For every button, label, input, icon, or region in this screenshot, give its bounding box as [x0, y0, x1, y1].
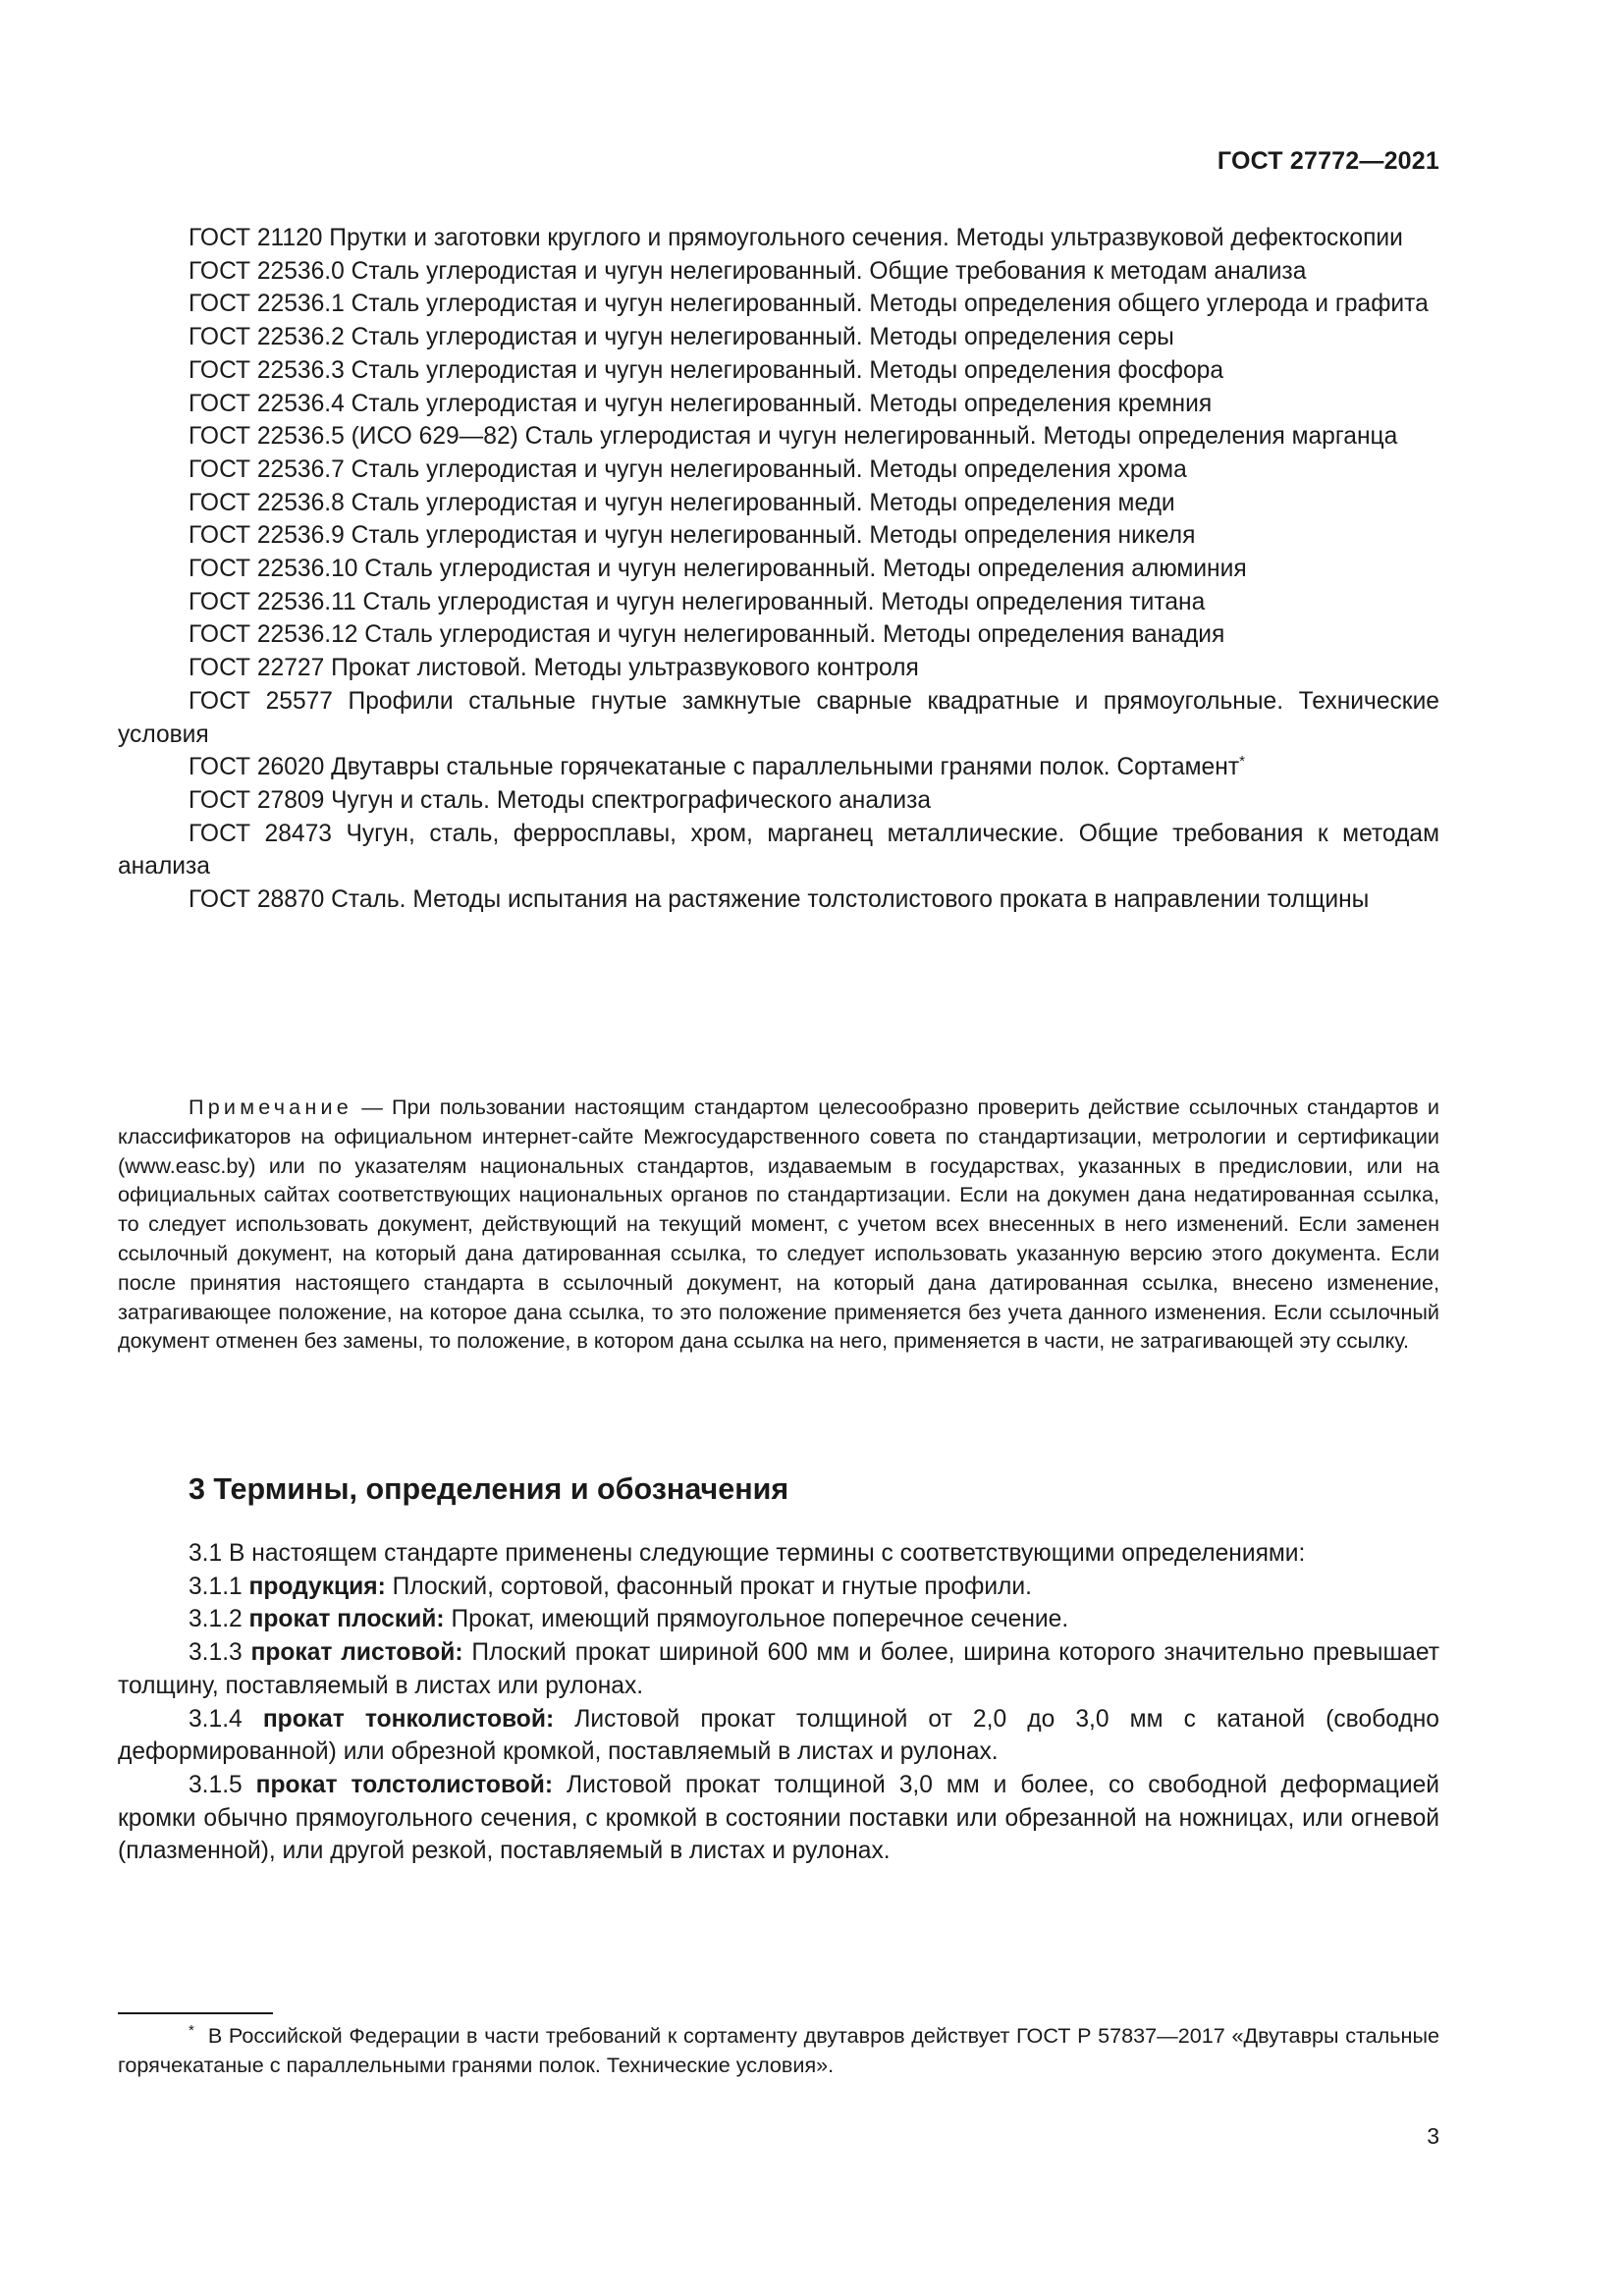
footnote — [118, 2021, 1439, 2080]
reference-item: ГОСТ 22536.11 Сталь углеродистая и чугун нелегированный. Методы определения титана — [189, 588, 1206, 615]
reference-item: ГОСТ 22536.8 Сталь углеродистая и чугун нелегированный. Методы определения меди — [189, 489, 1175, 516]
footnote-divider — [118, 2012, 273, 2014]
terms-intro: 3.1 В настоящем стандарте применены следующие термины с соответствующими определениями: — [189, 1540, 1306, 1567]
reference-item: ГОСТ 22536.10 Сталь углеродистая и чугун нелегированный. Методы определения алюминия — [189, 556, 1247, 583]
reference-item: ГОСТ 25577 Профили стальные гнутые замкнутые сварные квадратные и прямоугольные. Технические условия — [118, 687, 1439, 748]
term-number: 3.1.2 — [189, 1606, 243, 1633]
reference-item: ГОСТ 22536.5 (ИСО 629—82) Сталь углеродистая и чугун нелегированный. Методы определения марганца — [189, 423, 1398, 451]
term-item — [118, 1703, 1439, 1769]
term-item — [118, 1769, 1439, 1868]
term-definition: Прокат, имеющий прямоугольное поперечное сечение. — [451, 1606, 1069, 1633]
term-item — [118, 1571, 1439, 1604]
reference-item: ГОСТ 22536.2 Сталь углеродистая и чугун нелегированный. Методы определения серы — [189, 324, 1174, 351]
reference-item: ГОСТ 28473 Чугун, сталь, ферросплавы, хром, марганец металлические. Общие требования к методам анализа — [118, 820, 1439, 881]
note-label: Примечание — [189, 1095, 352, 1119]
reference-text: ГОСТ 26020 Двутавры стальные горячекатаные с параллельными гранями полок. Сортамент — [189, 754, 1240, 781]
term-definition: Листовой прокат толщиной от 2,0 до 3,0 мм с катаной (свободно деформированной) или обрезной кромкой, поставляемый в листах и рулонах. — [118, 1705, 1439, 1766]
reference-item: ГОСТ 27809 Чугун и сталь. Методы спектрографического анализа — [189, 786, 932, 814]
footnote-marker: * — [1239, 753, 1245, 771]
terms-list — [118, 1537, 1439, 1868]
page-number: 3 — [1427, 2123, 1439, 2149]
reference-item: ГОСТ 22536.12 Сталь углеродистая и чугун нелегированный. Методы определения ванадия — [189, 621, 1225, 649]
reference-item: ГОСТ 22536.4 Сталь углеродистая и чугун нелегированный. Методы определения кремния — [189, 390, 1213, 417]
section-title: 3 Термины, определения и обозначения — [189, 1472, 789, 1506]
term-definition: Плоский прокат шириной 600 мм и более, ширина которого значительно превышает толщину, поставляемый в листах или рулонах. — [118, 1639, 1439, 1699]
reference-item: ГОСТ 22536.0 Сталь углеродистая и чугун нелегированный. Общие требования к методам анализа — [189, 257, 1307, 285]
footnote-text: В Российской Федерации в части требований к сортаменту двутавров действует ГОСТ Р 57837—2017 «Двутавры стальные горячекатаные с параллельными гранями полок. Технические условия». — [118, 2023, 1439, 2077]
term-number: 3.1.1 — [189, 1573, 243, 1600]
term-name: продукция: — [248, 1573, 386, 1600]
term-name: прокат плоский: — [248, 1606, 445, 1633]
term-number: 3.1.4 — [189, 1705, 243, 1733]
note-text: — При пользовании настоящим стандартом целесообразно проверить действие ссылочных стандартов и классификаторов на официальном интернет-сайте Межгосударственного совета по стандартизации, метрологии и сертификации (www.easc.by) или по указателям национальных стандартов, издаваемым в государствах, указанных в предисловии, или на официальных сайтах соответствующих национальных органов по стандартизации. Если на докумен дана недатированная ссылка, то следует использовать документ, действующий на текущий момент, с учетом всех внесенных в него изменений. Если заменен ссылочный документ, на который дана датированная ссылка, то следует использовать указанную версию этого документа. Если после принятия настоящего стандарта в ссылочный документ, на который дана датированная ссылка, внесено изменение, затрагивающее положение, на которое дана ссылка, то это положение применяется без учета данного изменения. Если ссылочный документ отменен без замены, то положение, в котором дана ссылка на него, применяется в части, не затрагивающей эту ссылку. — [118, 1095, 1439, 1354]
references-note — [118, 1093, 1439, 1356]
term-definition: Листовой прокат толщиной 3,0 мм и более, со свободной деформацией кромки обычно прямоугольного сечения, с кромкой в состоянии поставки или обрезанной на ножницах, или огневой (плазменной), или другой резкой, поставляемый в листах и рулонах. — [118, 1771, 1439, 1865]
reference-item: ГОСТ 22536.9 Сталь углеродистая и чугун нелегированный. Методы определения никеля — [189, 522, 1196, 550]
reference-item-with-footnote — [118, 751, 1439, 784]
term-number: 3.1.5 — [189, 1771, 243, 1798]
term-definition: Плоский, сортовой, фасонный прокат и гнутые профили. — [392, 1573, 1032, 1600]
footnote-marker: * — [189, 2022, 194, 2039]
reference-item: ГОСТ 28870 Сталь. Методы испытания на растяжение толстолистового проката в направлении толщины — [189, 886, 1370, 914]
reference-item: ГОСТ 22536.1 Сталь углеродистая и чугун нелегированный. Методы определения общего углерода и графита — [189, 291, 1429, 318]
reference-item: ГОСТ 22536.7 Сталь углеродистая и чугун нелегированный. Методы определения хрома — [189, 455, 1187, 483]
term-name: прокат тонколистовой: — [262, 1705, 555, 1733]
term-number: 3.1.3 — [189, 1639, 243, 1667]
reference-item: ГОСТ 22536.3 Сталь углеродистая и чугун нелегированный. Методы определения фосфора — [189, 356, 1224, 384]
normative-references-list — [118, 222, 1439, 917]
reference-item: ГОСТ 22727 Прокат листовой. Методы ультразвукового контроля — [189, 655, 919, 682]
term-name: прокат толстолистовой: — [255, 1771, 554, 1798]
document-number-header: ГОСТ 27772—2021 — [1217, 147, 1439, 175]
term-name: прокат листовой: — [250, 1639, 463, 1667]
term-item — [118, 1636, 1439, 1702]
reference-item: ГОСТ 21120 Прутки и заготовки круглого и прямоугольного сечения. Методы ультразвуковой дефектоскопии — [189, 225, 1403, 251]
term-item — [118, 1603, 1439, 1636]
